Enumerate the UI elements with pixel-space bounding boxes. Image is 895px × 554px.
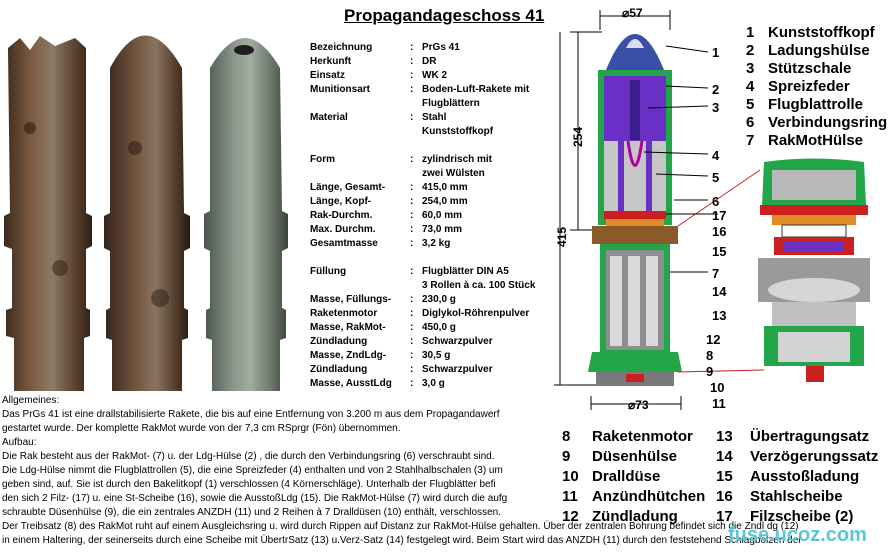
spec-value: 450,0 g xyxy=(422,322,456,333)
diagram-number-14: 14 xyxy=(712,284,727,299)
spec-colon: : xyxy=(410,238,414,249)
spec-colon: : xyxy=(410,294,414,305)
legend-number: 16 xyxy=(716,488,733,505)
photo-rusted-open xyxy=(4,36,92,391)
legend-label: Flugblattrolle xyxy=(768,96,863,113)
legend-label: Düsenhülse xyxy=(592,448,678,465)
spec-label: Material xyxy=(310,112,348,123)
spec-colon: : xyxy=(410,364,414,375)
text-line: Die Ldg-Hülse nimmt die Flugblattrollen (5), die eine Spreizfeder (4) enthalten und von 2 Stahlhalbschalen (3) um xyxy=(2,465,503,476)
spec-colon: : xyxy=(410,56,414,67)
legend-label: Verbindungsring xyxy=(768,114,888,131)
legend-label: Kunststoffkopf xyxy=(768,24,875,41)
spec-label: Rak-Durchm. xyxy=(310,210,373,221)
legend-number: 10 xyxy=(562,468,579,485)
spec-colon: : xyxy=(410,182,414,193)
legend-label: Ausstoßladung xyxy=(750,468,860,485)
spec-colon: : xyxy=(410,210,414,221)
legend-number: 8 xyxy=(562,428,571,445)
diagram-number-11: 11 xyxy=(712,396,726,411)
text-line: Aufbau: xyxy=(2,437,37,448)
spec-colon: : xyxy=(410,224,414,235)
spec-label: Form xyxy=(310,154,335,165)
diagram-body xyxy=(588,34,682,386)
diagram-number-17: 17 xyxy=(712,208,727,223)
spec-value: Schwarzpulver xyxy=(422,336,493,347)
spec-value: DR xyxy=(422,56,437,67)
spec-value: 230,0 g xyxy=(422,294,456,305)
spec-colon: : xyxy=(410,308,414,319)
spec-label: Länge, Gesamt- xyxy=(310,182,386,193)
legend-label: Filzscheibe (2) xyxy=(750,508,854,525)
diagram-number-15: 15 xyxy=(712,244,727,259)
legend-number: 1 xyxy=(746,24,755,41)
diagram-number-7: 7 xyxy=(712,266,720,281)
diagram-number-2: 2 xyxy=(712,82,720,97)
diagram-number-10: 10 xyxy=(710,380,725,395)
legend-number: 2 xyxy=(746,42,755,59)
legend-number: 7 xyxy=(746,132,755,149)
spec-colon: : xyxy=(410,266,414,277)
spec-value: 73,0 mm xyxy=(422,224,463,235)
spec-value: zwei Wülsten xyxy=(422,168,485,179)
diagram-number-9: 9 xyxy=(706,364,714,379)
diagram-number-4: 4 xyxy=(712,148,720,163)
spec-label: Masse, ZndLdg- xyxy=(310,350,387,361)
legend-number: 3 xyxy=(746,60,755,77)
spec-value: Boden-Luft-Rakete mit xyxy=(422,84,530,95)
legend-number: 17 xyxy=(716,508,733,525)
photo-rusted-closed xyxy=(104,36,190,392)
spec-value: WK 2 xyxy=(422,70,447,81)
spec-value: 3 Rollen à ca. 100 Stück xyxy=(422,280,536,291)
diagram-number-6: 6 xyxy=(712,194,720,209)
watermark: fuse.ucoz.com xyxy=(728,524,867,546)
spec-value: 60,0 mm xyxy=(422,210,463,221)
spec-label: Raketenmotor xyxy=(310,308,378,319)
legend-number: 15 xyxy=(716,468,733,485)
legend-number: 4 xyxy=(746,78,755,95)
text-line: Die Rak besteht aus der RakMot- (7) u. der Ldg-Hülse (2) , die durch den Verbindungsring (6) verschraubt sind. xyxy=(2,451,495,462)
legend-label: RakMotHülse xyxy=(768,132,864,149)
spec-value: 254,0 mm xyxy=(422,196,468,207)
text-line: gestartet wurde. Der komplette RakMot wurde von der 7,3 cm RSprgr (Fön) übernommen. xyxy=(2,423,401,434)
text-line: Das PrGs 41 ist eine drallstabilisierte Rakete, die bis auf eine Entfernung von 3.200 m aus dem Propagandawerf xyxy=(2,409,500,420)
spec-value: Flugblättern xyxy=(422,98,480,109)
text-line: Der Treibsatz (8) des RakMot ruht auf einem Ausgleichsring u. wird durch Rippen auf Distanz zur RakMot-Hülse gehalten. Über der zentralen Bohrung befindet sich die Zndl dg (12) xyxy=(2,521,799,532)
spec-value: Schwarzpulver xyxy=(422,364,493,375)
spec-label: Länge, Kopf- xyxy=(310,196,372,207)
spec-label: Herkunft xyxy=(310,56,352,67)
spec-label: Munitionsart xyxy=(310,84,370,95)
dimension-head-label: 254 xyxy=(571,126,586,148)
legend-label: Übertragungsatz xyxy=(750,428,870,445)
spec-label: Bezeichnung xyxy=(310,42,373,53)
spec-label: Masse, Füllungs- xyxy=(310,294,392,305)
spec-value: zylindrisch mit xyxy=(422,154,493,165)
diagram-number-12: 12 xyxy=(706,332,721,347)
text-line: in einem Haltering, der seinerseits durch eine Scheibe mit ÜbertrSatz (13) u.Verz-Satz (14) festgelegt wird. Beim Start wird das ANZDH (11) durch den feststehend Schlagbolzen der xyxy=(2,535,802,546)
legend-label: Anzündhütchen xyxy=(592,488,706,505)
spec-colon: : xyxy=(410,42,414,53)
spec-label: Masse, AusstLdg xyxy=(310,378,392,389)
page-title: Propagandageschoss 41 xyxy=(344,6,545,25)
diagram-number-3: 3 xyxy=(712,100,720,115)
text-line: Allgemeines: xyxy=(2,395,60,406)
legend-label: Stützschale xyxy=(768,60,852,77)
legend-label: Zündladung xyxy=(592,508,678,525)
legend-number: 5 xyxy=(746,96,755,113)
legend-label: Verzögerungssatz xyxy=(750,448,879,465)
legend-label: Spreizfeder xyxy=(768,78,850,95)
diagram-number-8: 8 xyxy=(706,348,714,363)
spec-value: Stahl xyxy=(422,112,447,123)
spec-value: 415,0 mm xyxy=(422,182,468,193)
legend-number: 14 xyxy=(716,448,733,465)
legend-label: Dralldüse xyxy=(592,468,661,485)
legend-number: 12 xyxy=(562,508,579,525)
dimension-bottom-label: ⌀73 xyxy=(628,398,649,412)
photo-gray-restored xyxy=(204,38,288,391)
spec-colon: : xyxy=(410,154,414,165)
spec-value: Diglykol-Röhrenpulver xyxy=(422,308,530,319)
spec-label: Masse, RakMot- xyxy=(310,322,386,333)
spec-label: Zündladung xyxy=(310,364,368,375)
diagram-number-5: 5 xyxy=(712,170,720,185)
legend-number: 13 xyxy=(716,428,733,445)
spec-label: Füllung xyxy=(310,266,347,277)
diagram-number-1: 1 xyxy=(712,45,720,60)
spec-value: 3,2 kg xyxy=(422,238,451,249)
dimension-top-label: ⌀57 xyxy=(622,6,643,20)
legend-label: Ladungshülse xyxy=(768,42,870,59)
legend-label: Stahlscheibe xyxy=(750,488,843,505)
spec-value: Flugblätter DIN A5 xyxy=(422,266,509,277)
diagram-number-16: 16 xyxy=(712,224,727,239)
text-line: den sich 2 Filz- (17) u. eine St-Scheibe (16), sowie die AusstoßLdg (15). Die RakMot-Hülse (7) wird durch die aufg xyxy=(2,493,508,504)
spec-colon: : xyxy=(410,112,414,123)
text-line: schraubte Düsenhülse (9), die ein zentrales ANZDH (11) und 2 Reihen à 7 Dralldüsen (10) enthält, verschlossen. xyxy=(2,507,501,518)
spec-colon: : xyxy=(410,350,414,361)
diagram-number-13: 13 xyxy=(712,308,727,323)
spec-label: Max. Durchm. xyxy=(310,224,376,235)
projectile-photos xyxy=(0,8,300,391)
dimension-total-label: 415 xyxy=(555,226,570,248)
spec-value: PrGs 41 xyxy=(422,42,460,53)
spec-colon: : xyxy=(410,84,414,95)
spec-value: 30,5 g xyxy=(422,350,451,361)
spec-colon: : xyxy=(410,70,414,81)
text-line: geben sind, auf. Sie ist durch den Bakelitkopf (1) verschlossen (4 Körnerschläge). Unterhalb der Flugblätter befi xyxy=(2,479,496,490)
legend-number: 9 xyxy=(562,448,571,465)
legend-label: Raketenmotor xyxy=(592,428,693,445)
legend-number: 11 xyxy=(562,488,578,505)
spec-colon: : xyxy=(410,378,414,389)
legend-number: 6 xyxy=(746,114,755,131)
spec-label: Einsatz xyxy=(310,70,346,81)
spec-colon: : xyxy=(410,322,414,333)
spec-value: 3,0 g xyxy=(422,378,445,389)
spec-colon: : xyxy=(410,336,414,347)
spec-label: Gesamtmasse xyxy=(310,238,378,249)
spec-colon: : xyxy=(410,196,414,207)
spec-value: Kunststoffkopf xyxy=(422,126,494,137)
spec-label: Zündladung xyxy=(310,336,368,347)
